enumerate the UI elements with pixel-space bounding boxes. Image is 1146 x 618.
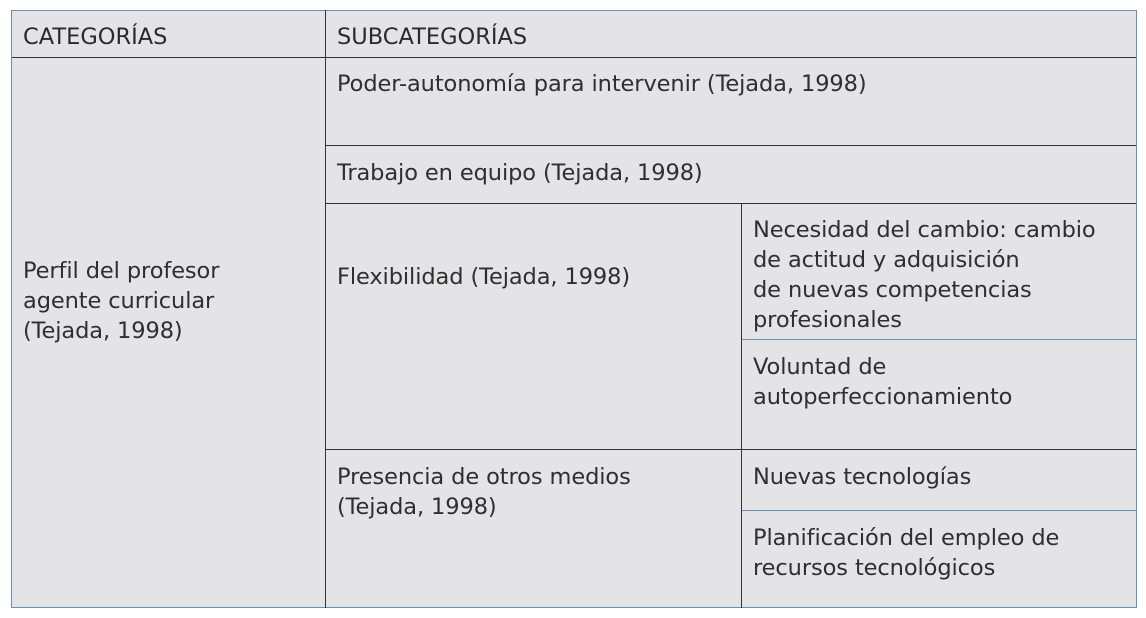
subcategory-flexibilidad: Flexibilidad (Tejada, 1998) (337, 264, 631, 290)
table-bottom-border (12, 607, 1136, 608)
presencia-line-1: Presencia de otros medios (337, 464, 631, 490)
table-top-border (12, 10, 1136, 11)
header-categories: CATEGORÍAS (23, 24, 168, 50)
row3-bottom-border (325, 449, 1136, 450)
subcolumn-divider-media (741, 449, 742, 608)
flex-sub-divider (741, 339, 1136, 340)
voluntad-line-1: Voluntad de (753, 354, 887, 380)
subcolumn-divider-flex (741, 203, 742, 450)
row2-bottom-border (325, 203, 1136, 204)
media-sub-divider (741, 510, 1136, 511)
subcategory-poder-autonomia: Poder-autonomía para intervenir (Tejada, 1998) (337, 71, 867, 97)
subcategory-trabajo-equipo: Trabajo en equipo (Tejada, 1998) (337, 160, 703, 186)
planificacion-line-2: recursos tecnológicos (753, 555, 996, 581)
sub-item-nuevas-tecnologias: Nuevas tecnologías (753, 464, 972, 490)
header-bottom-border (12, 57, 1136, 58)
necesidad-line-3: de nuevas competencias (753, 277, 1032, 303)
sub-item-planificacion (753, 523, 1059, 583)
row1-bottom-border (325, 145, 1136, 146)
header-subcategories: SUBCATEGORÍAS (337, 24, 528, 50)
sub-item-necesidad-cambio (753, 215, 1096, 335)
presencia-line-2: (Tejada, 1998) (337, 494, 497, 520)
subcategory-presencia-medios (337, 462, 631, 522)
planificacion-line-1: Planificación del empleo de (753, 525, 1060, 551)
category-line-2: agente curricular (23, 288, 215, 314)
necesidad-line-2: de actitud y adquisición (753, 247, 1020, 273)
category-line-3: (Tejada, 1998) (23, 318, 183, 344)
necesidad-line-1: Necesidad del cambio: cambio (753, 217, 1096, 243)
column-divider (325, 10, 326, 608)
sub-item-voluntad (753, 352, 1012, 412)
category-cell (23, 256, 219, 346)
necesidad-line-4: profesionales (753, 307, 902, 333)
categories-table (11, 10, 1137, 608)
category-line-1: Perfil del profesor (23, 258, 220, 284)
voluntad-line-2: autoperfeccionamiento (753, 384, 1013, 410)
